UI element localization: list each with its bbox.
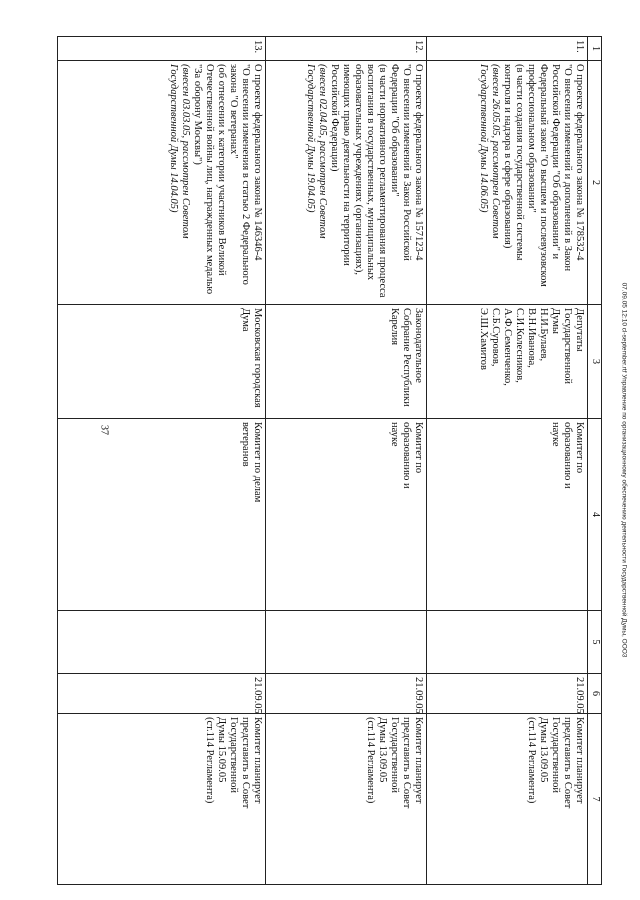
initiator-cell: Законодательное Собрание Республики Карелия [266, 305, 427, 419]
row-number: 12. [266, 37, 427, 61]
col5-cell [58, 611, 266, 674]
plan-cell: Комитет планирует представить в Совет Государственной Думы 15.09.05 (ст.114 Регламента) [58, 714, 266, 885]
header-col-7: 7 [588, 714, 602, 885]
table-container [58, 36, 602, 884]
committee-cell: Комитет по образованию и науке [427, 419, 588, 611]
plan-cell: Комитет планирует представить в Совет Государственной Думы 13.09.05 (ст.114 Регламента) [427, 714, 588, 885]
bill-note: (внесен 02.04.05, рассмотрен Советом Государственной Думы 19.04.05) [305, 64, 328, 239]
row-number: 13. [58, 37, 266, 61]
table-row [266, 37, 427, 885]
header-col-2: 2 [588, 61, 602, 305]
date-cell: 21.09.05 [266, 674, 427, 714]
bill-cell [266, 61, 427, 305]
committee-cell: Комитет по образованию и науке [266, 419, 427, 611]
bill-description: "О внесении изменений в Закон Российской Федерации "Об образовании" (в части нормативного регламентирования процесса воспитания в государственных, муниципальных образовательных учреждениях (организациях), имеющих право деятельности на территории Российской Федерации) [329, 64, 412, 298]
bill-description: "О внесении изменения в статью 2 Федерального закона "О ветеранах" (об отнесении к категории участников Великой Отечественной войны лиц, награжденных медалью "За оборону Москвы") [192, 64, 251, 295]
rotated-table-frame [58, 36, 602, 884]
date-cell: 21.09.05 [58, 674, 266, 714]
document-footer: 07.09.05 12:10 cl-september.rtf Управление по организационному обеспечению деятельности Государственной Думы, ООО3 [620, 282, 628, 658]
row-number: 11. [427, 37, 588, 61]
bill-title: О проекте федерального закона № 178532-4 [574, 64, 585, 261]
bills-table [57, 36, 602, 885]
header-col-5: 5 [588, 611, 602, 674]
col5-cell [266, 611, 427, 674]
header-col-3: 3 [588, 305, 602, 419]
initiator-cell: Московская городская Дума [58, 305, 266, 419]
bill-cell [58, 61, 266, 305]
table-row [427, 37, 588, 885]
bill-note: (внесен 03.03.05, рассмотрен Советом Государственной Думы 14.04.05) [168, 64, 191, 239]
header-col-6: 6 [588, 674, 602, 714]
bill-note: (внесен 26.05.05, рассмотрен Советом Государственной Думы 14.06.05) [478, 64, 501, 239]
header-col-4: 4 [588, 419, 602, 611]
bill-cell [427, 61, 588, 305]
plan-cell: Комитет планирует представить в Совет Государственной Думы 13.09.05 (ст.114 Регламента) [266, 714, 427, 885]
initiator-cell: Депутаты Государственной Думы Н.И.Булаев, В.Н.Иванова, С.И.Колесников, А.Ф.Семенченко, С.Б.Суровов, Э.Ш.Хамитов [427, 305, 588, 419]
table-row [58, 37, 266, 885]
header-col-1: 1 [588, 37, 602, 61]
date-cell: 21.09.05 [427, 674, 588, 714]
bill-title: О проекте федерального закона № 157123-4 [413, 64, 424, 261]
bill-description: "О внесении изменений и дополнений в Закон Российской Федерации "Об образовании" и Федеральный закон "О высшем и послевузовском профессиональном образовании" (в части создания государственной системы контроля и надзора в сфере образования) [502, 64, 573, 287]
bill-title: О проекте федерального закона № 146346-4 [252, 64, 263, 261]
committee-cell: Комитет по делам ветеранов [58, 419, 266, 611]
col5-cell [427, 611, 588, 674]
header-row [588, 37, 602, 885]
page-number: 37 [98, 425, 110, 435]
